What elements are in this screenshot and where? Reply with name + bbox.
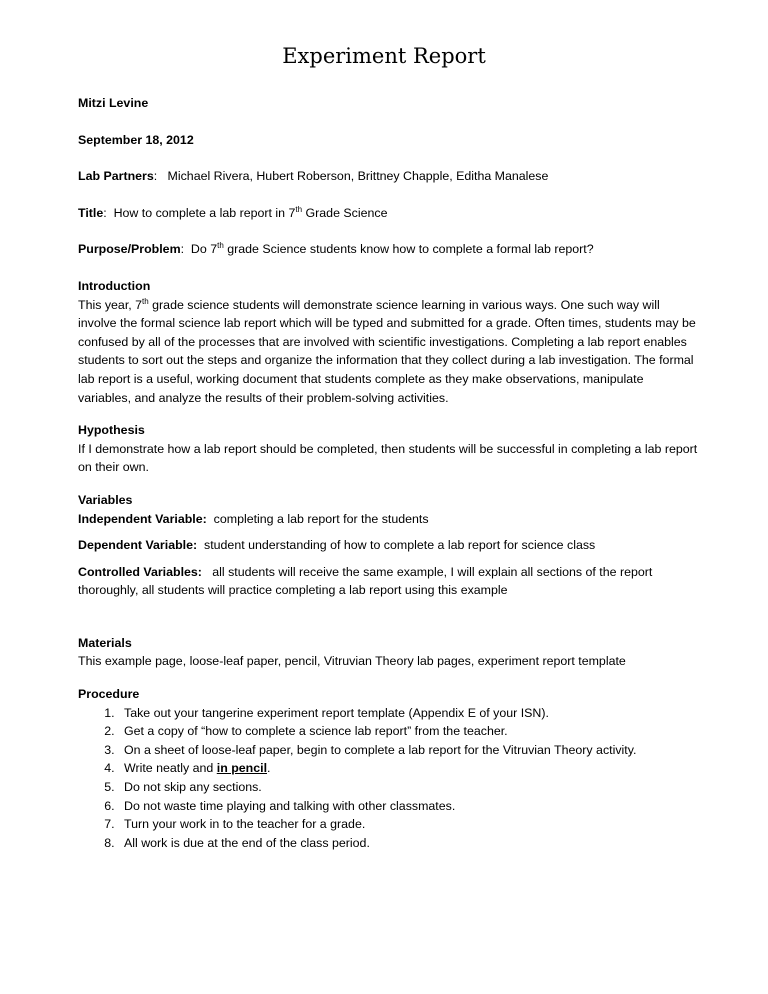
report-content <box>78 94 698 852</box>
procedure-list <box>78 704 698 853</box>
purpose-line: Purpose/Problem: Do 7th grade Science students know how to complete a formal lab report? <box>78 241 594 257</box>
dependent-variable-line: Dependent Variable: student understanding of how to complete a lab report for science class <box>78 538 596 553</box>
page-title: Experiment Report <box>282 44 486 68</box>
procedure-step: 2. Get a copy of “how to complete a science lab report” from the teacher. <box>118 722 698 741</box>
hypothesis-heading: Hypothesis <box>78 423 145 438</box>
purpose-label: Purpose/Problem <box>78 242 181 257</box>
introduction-heading: Introduction <box>78 278 151 293</box>
title-value-pre: How to complete a lab report in 7 <box>113 205 296 220</box>
title-label: Title <box>78 205 104 220</box>
report-date: September 18, 2012 <box>78 132 194 147</box>
procedure-step: 8. All work is due at the end of the class period. <box>118 834 698 853</box>
title-value-sup: th <box>295 204 303 214</box>
variables-section <box>78 491 698 600</box>
hypothesis-text: If I demonstrate how a lab report should be completed, then students will be successful in completing a lab report on their own. <box>78 441 698 475</box>
introduction-section <box>78 277 698 407</box>
purpose-value-pre: Do 7 <box>190 242 218 257</box>
procedure-step: 1. Take out your tangerine experiment report template (Appendix E of your ISN). <box>118 704 698 723</box>
lab-partners-value: Michael Rivera, Hubert Roberson, Brittney Chapple, Editha Manalese <box>167 169 549 184</box>
procedure-step: 3. On a sheet of loose-leaf paper, begin to complete a lab report for the Vitruvian Theory activity. <box>118 741 698 760</box>
lab-partners-line: Lab Partners: Michael Rivera, Hubert Roberson, Brittney Chapple, Editha Manalese <box>78 169 549 184</box>
in-pencil-emphasis: in pencil <box>216 761 268 776</box>
independent-variable-line: Independent Variable: completing a lab report for the students <box>78 511 429 526</box>
introduction-text: This year, 7th grade science students will demonstrate science learning in various ways. One such way will involve the formal science lab report which will be typed and submitted for a grade. Often times, students may be confused by all of the processes that are involved with scientific investigations. Completing a lab report enables students to sort out the steps and organize the information that they collect during a lab investigation. The formal lab report is a useful, working document that students complete as they make observations, manipulate variables, and analyze the results of their problem-solving activities. <box>78 296 696 405</box>
materials-section <box>78 634 698 671</box>
procedure-step: 4. Write neatly and in pencil. <box>118 759 698 778</box>
title-line: Title: How to complete a lab report in 7th Grade Science <box>78 204 388 220</box>
purpose-value-post: grade Science students know how to complete a formal lab report? <box>223 242 594 257</box>
title-value-post: Grade Science <box>302 205 388 220</box>
materials-text: This example page, loose-leaf paper, pencil, Vitruvian Theory lab pages, experiment report template <box>78 654 626 669</box>
purpose-value-sup: th <box>217 241 224 251</box>
lab-partners-label: Lab Partners <box>78 169 154 184</box>
materials-heading: Materials <box>78 635 132 650</box>
procedure-step: 5. Do not skip any sections. <box>118 778 698 797</box>
procedure-heading: Procedure <box>78 687 140 702</box>
variables-heading: Variables <box>78 492 133 507</box>
procedure-section <box>78 685 698 852</box>
hypothesis-section <box>78 421 698 477</box>
controlled-variables-line: Controlled Variables: all students will receive the same example, I will explain all sections of the report thoroughly, all students will practice completing a lab report using this example <box>78 564 653 598</box>
author-name: Mitzi Levine <box>78 96 149 110</box>
procedure-step: 7. Turn your work in to the teacher for a grade. <box>118 815 698 834</box>
procedure-step: 6. Do not waste time playing and talking with other classmates. <box>118 797 698 816</box>
